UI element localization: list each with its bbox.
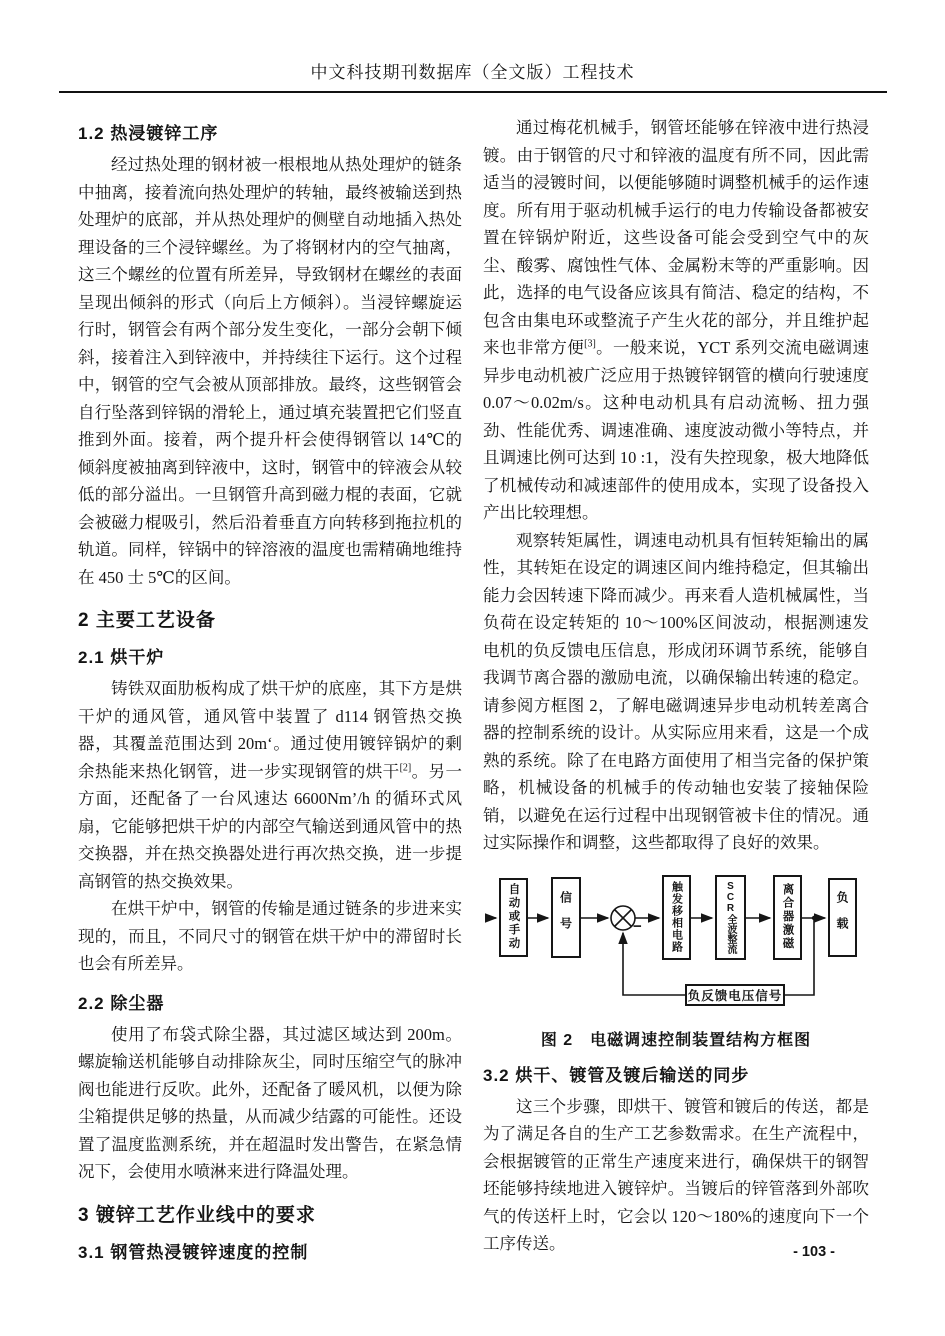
figure-box-clutch-excitation: 离合器激磁 xyxy=(773,875,802,960)
figure-box-auto-or-manual: 自动或手动 xyxy=(499,878,528,957)
paragraph: 这三个步骤，即烘干、镀管和镀后的传送，都是为了满足各自的生产工艺参数需求。在生产流程中，会根据镀管的正常生产速度来进行，确保烘干的钢智坯能够持续地进入镀锌炉。当镀后的锌管落到外部吹气的传送杆上时，它会以 120～180%的速度向下一个工序传送。 xyxy=(483,1096,869,1253)
section-heading: 2.1 烘干炉 xyxy=(78,648,165,667)
right-column xyxy=(483,108,869,1258)
figure-box-signal: 信号 xyxy=(551,877,581,958)
journal-header-title: 中文科技期刊数据库（全文版）工程技术 xyxy=(310,63,635,82)
left-column xyxy=(78,108,462,1270)
section-heading: 3 镀锌工艺作业线中的要求 xyxy=(78,1204,316,1226)
junction-dot xyxy=(812,915,816,919)
figure-2-block-diagram xyxy=(483,869,869,1019)
section-heading: 2 主要工艺设备 xyxy=(78,610,216,631)
figure-box-scr-rectifier: SCR全波整流 xyxy=(715,875,746,960)
page-number: - 103 - xyxy=(793,1244,835,1260)
figure-caption: 图 2 电磁调速控制装置结构方框图 xyxy=(540,1031,812,1049)
reference-marker: [2] xyxy=(399,762,412,773)
paragraph: 铸铁双面肋板构成了烘干炉的底座，其下方是烘干炉的通风管，通风管中装置了 d114 钢管热交换器，其覆盖范围达到 20m‘。通过使用镀锌锅炉的剩余热能来热化钢管，进一步实现钢管的烘干[2]。另一方面，还配备了一台风速达 6600Nm’/h 的循环式风扇，它能够把烘干炉的内部空气输送到通风管中的热交换器，并在热交换器处进行再次热交换，进一步提高钢管的热交换效果。 xyxy=(78,679,463,891)
section-heading: 1.2 热浸镀锌工序 xyxy=(78,124,219,143)
figure-box-load: 负载 xyxy=(828,878,857,957)
section-heading: 2.2 除尘器 xyxy=(78,993,165,1013)
section-heading: 3.2 烘干、镀管及镀后输送的同步 xyxy=(483,1065,750,1085)
section-heading: 3.1 钢管热浸镀锌速度的控制 xyxy=(78,1242,309,1262)
figure-box-feedback-voltage-signal: 负反馈电压信号 xyxy=(685,984,785,1006)
paragraph: 经过热处理的钢材被一根根地从热处理炉的链条中抽离，接着流向热处理炉的转轴，最终被输送到热处理炉的底部，并从热处理炉的侧壁自动地插入热处理设备的三个浸锌螺丝。为了将钢材内的空气抽离，这三个螺丝的位置有所差异，导致钢材在螺丝的表面呈现出倾斜的形式（向后上方倾斜）。当浸锌螺旋运行时，钢管会有两个部分发生变化，一部分会朝下倾斜，接着注入到锌液中，并持续往下运行。这个过程中，钢管的空气会被从顶部排放。最终，这些钢管会自行坠落到锌锅的滑轮上，通过填充装置把它们竖直推到外面。接着，两个提升杆会使得钢管以 14℃的倾斜度被抽离到锌液中，这时，钢管中的锌液会从较低的部分溢出。一旦钢管升高到磁力棍的表面，它就会被磁力棍吸引，然后沿着垂直方向转移到拖拉机的轨道。同样，锌锅中的锌溶液的温度也需精确地维持在 450 士 5℃的区间。 xyxy=(78,155,462,587)
paragraph: 通过梅花机械手，钢管坯能够在锌液中进行热浸镀。由于钢管的尺寸和锌液的温度有所不同，因此需适当的浸镀时间，以便能够随时调整机械手的运作速度。所有用于驱动机械手运行的电力传输设备都被安置在锌锅炉附近，这些设备可能会受到空气中的灰尘、酸雾、腐蚀性气体、金属粉末等的严重影响。因此，选择的电气设备应该具有简洁、稳定的结构，不包含由集电环或整流子产生火花的部分，并且维护起来也非常方便[3]。一般来说，YCT 系列交流电磁调速异步电动机被广泛应用于热镀锌钢管的横向行驶速度 0.07～0.02m/s。这种电动机具有启动流畅、扭力强劲、性能优秀、调速准确、速度波动微小等特点，并且调速比例可达到 10 :1，没有失控现象，极大地降低了机械传动和减速部件的使用成本，实现了设备投入产出比较理想。 xyxy=(483,118,870,522)
paragraph: 观察转矩属性，调速电动机具有恒转矩输出的属性，其转矩在设定的调速区间内维持稳定，但其输出能力会因转速下降而减少。再来看人造机械属性，当负荷在设定转矩的 10～100%区间波动，根据测速发电机的负反馈电压信息，形成闭环调节系统，能够自我调节离合器的激励电流，以确保输出转速的稳定。请参阅方框图 2，了解电磁调速异步电动机转差离合器的控制系统的设计。从实际应用来看，这是一个成熟的系统。除了在电路方面使用了相当完备的保护策略，机械设备的机械手的传动轴也安装了接轴保险销，以避免在运行过程中出现钢管被卡住的情况。通过实际操作和调整，这些都取得了良好的效果。 xyxy=(483,530,869,852)
paragraph: 在烘干炉中，钢管的传输是通过链条的步进来实现的，而且，不同尺寸的钢管在烘干炉中的滞留时长也会有所差异。 xyxy=(78,899,462,973)
reference-marker: [3] xyxy=(584,338,596,350)
header-rule xyxy=(59,91,887,93)
paragraph: 使用了布袋式除尘器，其过滤区域达到 200m。螺旋输送机能够自动排除灰尘，同时压缩空气的脉冲阀也能进行反吹。此外，还配备了暖风机，以便为除尘箱提供足够的热量，从而减少结露的可能性。还设置了温度监测系统，并在超温时发出警告，在紧急情况下，会使用水喷淋来进行降温处理。 xyxy=(78,1024,462,1181)
summing-minus-sign: − xyxy=(633,917,642,935)
figure-box-trigger-phase-circuit: 触发移相电路 xyxy=(662,875,691,960)
